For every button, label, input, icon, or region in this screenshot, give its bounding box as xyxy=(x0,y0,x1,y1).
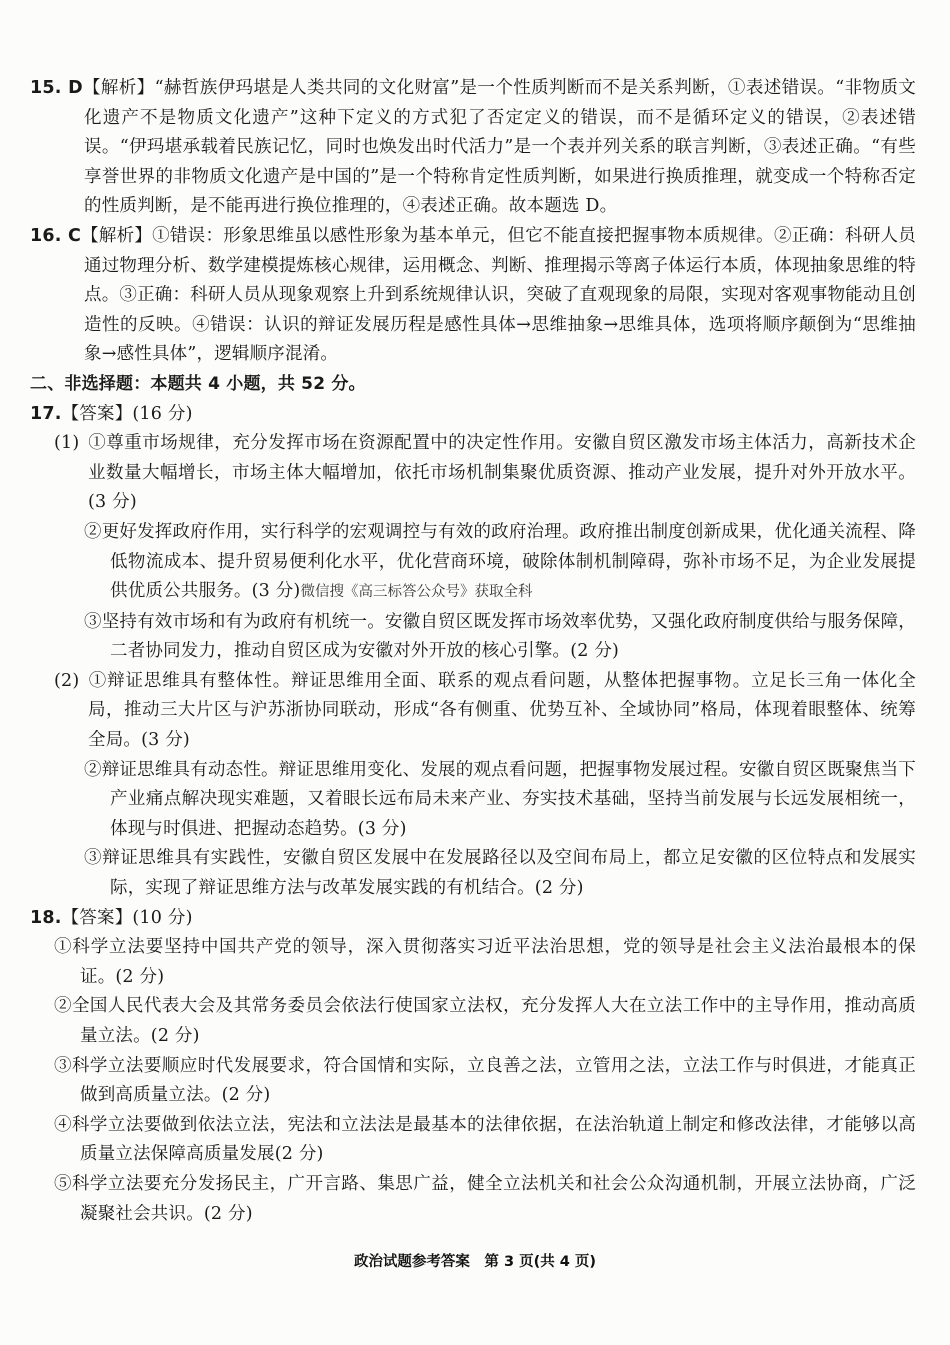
answer-15 xyxy=(30,74,916,222)
answer-18-item-4-text: ④科学立法要做到依法立法，宪法和立法法是最基本的法律依据，在法治轨道上制定和修改法律，才能够以高质量立法保障高质量发展(2 分) xyxy=(54,1114,916,1165)
answer-17-2-item-3-text: ③辩证思维具有实践性，安徽自贸区发展中在发展路径以及空间布局上，都立足安徽的区位特点和发展实际，实现了辩证思维方法与改革发展实践的有机结合。(2 分) xyxy=(84,848,916,899)
answer-17-heading xyxy=(30,400,916,430)
part-label-1: (1) xyxy=(54,433,80,454)
watermark-text: 微信搜《高三标答公众号》获取全科 xyxy=(300,584,533,601)
answer-17-2-item-3 xyxy=(30,844,916,903)
answer-16 xyxy=(30,222,916,370)
part-label-2: (2) xyxy=(54,670,80,691)
answer-18-item-3-text: ③科学立法要顺应时代发展要求，符合国情和实际，立良善之法，立管用之法，立法工作与时俱进，才能真正做到高质量立法。(2 分) xyxy=(54,1055,916,1106)
answer-18-heading xyxy=(30,904,916,934)
answer-18-item-2-text: ②全国人民代表大会及其常务委员会依法行使国家立法权，充分发挥人大在立法工作中的主导作用，推动高质量立法。(2 分) xyxy=(54,996,916,1046)
answer-18-item-3 xyxy=(30,1052,916,1111)
answer-17-1-item-1-text: ①尊重市场规律，充分发挥市场在资源配置中的决定性作用。安徽自贸区激发市场主体活力，高新技术企业数量大幅增长，市场主体大幅增加，依托市场机制集聚优质资源、推动产业发展，提升对外开放水平。(3 分) xyxy=(88,433,916,513)
answer-17-2-item-1-text: ①辩证思维具有整体性。辩证思维用全面、联系的观点看问题，从整体把握事物。立足长三角一体化全局，推动三大片区与沪苏浙协同联动，形成“各有侧重、优势互补、全域协同”格局，体现着眼整体、统筹全局。(3 分) xyxy=(88,670,916,751)
section-heading: 二、非选择题：本题共 4 小题，共 52 分。 xyxy=(30,373,366,394)
answer-17-2-item-2 xyxy=(30,756,916,845)
answer-18-item-2 xyxy=(30,992,916,1051)
answer-17-1-item-3 xyxy=(30,608,916,667)
page-footer: 政治试题参考答案 第 3 页(共 4 页) xyxy=(353,1254,597,1270)
answer-15-text: 【解析】“赫哲族伊玛堪是人类共同的文化财富”是一个性质判断而不是关系判断，①表述错误。“非物质文化遗产不是物质文化遗产”这种下定义的方式犯了否定定义的错误，而不是循环定义的错误，②表述错误。“伊玛堪承载着民族记忆，同时也焕发出时代活力”是一个表并列关系的联言判断，③表述正确。“有些享誉世界的非物质文化遗产是中国的”是一个特称肯定性质判断，如果进行换质推理，就变成一个特称否定的性质判断，是不能再进行换位推理的，④表述正确。故本题选 D。 xyxy=(82,78,916,217)
answer-18-item-1-text: ①科学立法要坚持中国共产党的领导，深入贯彻落实习近平法治思想，党的领导是社会主义法治最根本的保证。(2 分) xyxy=(54,937,916,987)
answer-18-item-5 xyxy=(30,1170,916,1229)
answer-17-2-item-1 xyxy=(30,667,916,756)
answer-18-item-5-text: ⑤科学立法要充分发扬民主，广开言路、集思广益，健全立法机关和社会公众沟通机制，开展立法协商，广泛凝聚社会共识。(2 分) xyxy=(54,1173,916,1224)
question-number-15: 15. D xyxy=(30,78,83,98)
question-number-17: 17. xyxy=(30,403,62,424)
answer-17-1-item-2-text: ②更好发挥政府作用，实行科学的宏观调控与有效的政府治理。政府推出制度创新成果，优化通关流程、降低物流成本、提升贸易便利化水平，优化营商环境，破除体制机制障碍，弥补市场不足，为企业发展提供优质公共服务。(3 分) xyxy=(84,521,916,602)
answer-16-text: 【解析】①错误：形象思维虽以感性形象为基本单元，但它不能直接把握事物本质规律。②正确：科研人员通过物理分析、数学建模提炼核心规律，运用概念、判断、推理揭示等离子体运行本质，体现抽象思维的特点。③正确：科研人员从现象观察上升到系统规律认识，突破了直观现象的局限，实现对客观事物能动且创造性的反映。④错误：认识的辩证发展历程是感性具体→思维抽象→思维具体，选项将顺序颠倒为“思维抽象→感性具体”，逻辑顺序混淆。 xyxy=(81,225,917,365)
answer-17-score: 【答案】(16 分) xyxy=(61,403,193,424)
answer-17-1-item-2 xyxy=(30,518,916,608)
answer-18-score: 【答案】(10 分) xyxy=(61,907,193,928)
answer-17-1-item-3-text: ③坚持有效市场和有为政府有机统一。安徽自贸区既发挥市场效率优势，又强化政府制度供给与服务保障，二者协同发力，推动自贸区成为安徽对外开放的核心引擎。(2 分) xyxy=(84,611,916,662)
question-number-16: 16. C xyxy=(30,225,82,246)
answer-17-2-item-2-text: ②辩证思维具有动态性。辩证思维用变化、发展的观点看问题，把握事物发展过程。安徽自贸区既聚焦当下产业痛点解决现实难题，又着眼长远布局未来产业、夯实技术基础，坚持当前发展与长远发展相统一，体现与时俱进、把握动态趋势。(3 分) xyxy=(84,759,916,839)
answer-18-item-1 xyxy=(30,933,916,992)
answer-18-item-4 xyxy=(30,1111,916,1170)
answer-17-1-item-1 xyxy=(30,429,916,518)
question-number-18: 18. xyxy=(30,907,62,928)
